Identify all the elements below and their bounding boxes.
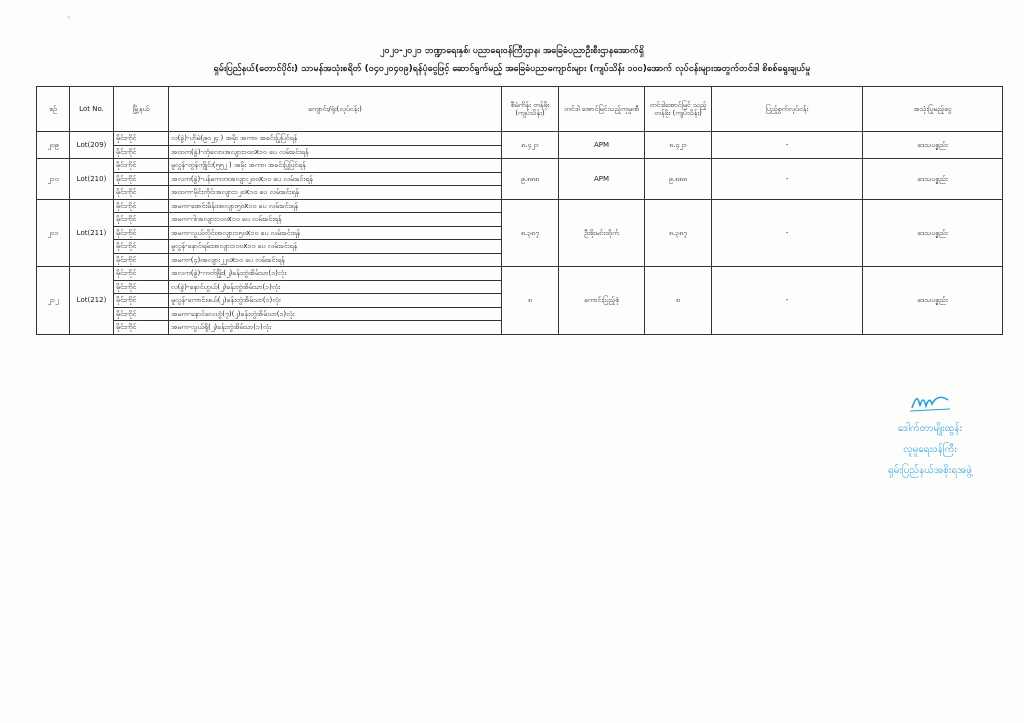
township-cell: မိုင်းကိုင် <box>114 307 169 321</box>
table-row <box>37 132 1003 146</box>
row-number-cell: ၂၀၉ <box>37 132 70 159</box>
col-header-school: ကျောင်း/ရုံး(လုပ်ငန်း) <box>169 87 502 132</box>
township-cell: မိုင်းကိုင် <box>114 321 169 335</box>
township-cell: မိုင်းကိုင် <box>114 172 169 186</box>
table-row <box>37 159 1003 173</box>
table-header-row <box>37 87 1003 132</box>
school-work-cell: အမက-လွယ်လိုင်၊အလျား၁၅၀x၁၀ ပေ လမ်းခင်းရန် <box>169 226 502 240</box>
col-header-township: မြို့နယ် <box>114 87 169 132</box>
township-cell: မိုင်းကိုင် <box>114 226 169 240</box>
signature-scribble-icon <box>908 392 952 414</box>
school-work-cell: မူလွန်-တွန်ကျိုင်း(၅၅၂ ) အမိုး အကာ၊ အခင်းပြုပြင်ရန် <box>169 159 502 173</box>
row-number-cell: ၂၁၀ <box>37 159 70 200</box>
col-header-no: စဉ် <box>37 87 70 132</box>
winning-company-cell: ဦးစိုးမင်းထိုက် <box>559 199 645 267</box>
col-header-tender-value: တင်ဒါအောင်မြင် သည့်တန်ဖိုး (ကျပ်သိန်း) <box>645 87 712 132</box>
document-title-line1: ၂၀၂၀-၂၀၂၁ ဘဏ္ဍာရေးနှစ်၊ ပညာရေးဝန်ကြီးဌာန၊ အခြေခံပညာဦးစီးဌာနအောက်ရှိ <box>380 46 644 56</box>
row-number-cell: ၂၁၁ <box>37 199 70 267</box>
township-cell: မိုင်းကိုင် <box>114 253 169 267</box>
township-cell: မိုင်းကိုင် <box>114 240 169 254</box>
funding-cell: ဒေသပစ္စည်း <box>863 159 1003 200</box>
school-work-cell: အထက-မိုင်းကိုင်၊အလျား၁၂၀x၁၀ ပေ လမ်းခင်းရန် <box>169 186 502 200</box>
row-number-cell: ၂၁၂ <box>37 267 70 335</box>
school-work-cell: မူလွန်-ကောင်းဖယ်(၂)ခန်းတွဲအိမ်သာ(၁)လုံး <box>169 294 502 308</box>
school-work-cell: အမက-ဖောင်းမိန်း၊အလျား၅၀x၁၀ ပေ လမ်းခင်းရန် <box>169 199 502 213</box>
winning-company-cell: ကောင်းပြည့်စုံ <box>559 267 645 335</box>
lot-number-cell: Lot(211) <box>70 199 114 267</box>
funding-cell: ဒေသပစ္စည်း <box>863 132 1003 159</box>
funding-cell: ဒေသပစ္စည်း <box>863 199 1003 267</box>
estimate-value-cell: ၈.၃၈၇ <box>502 199 559 267</box>
school-work-cell: အမက-နောင်လေဟွံ(၇)(၂)ခန်းတွဲအိမ်သာ(၁)လုံး <box>169 307 502 321</box>
table-row <box>37 199 1003 213</box>
funding-cell: ဒေသပစ္စည်း <box>863 267 1003 335</box>
tender-value-cell: ၉.၈၈၈ <box>645 159 712 200</box>
school-work-cell: အမက-လွယ်ရှိ(၂)ခန်းတွဲအိမ်သာ(၁)လုံး <box>169 321 502 335</box>
township-cell: မိုင်းကိုင် <box>114 199 169 213</box>
signatory-title: လူမှုရေးဝန်ကြီး <box>903 444 957 455</box>
township-cell: မိုင်းကိုင် <box>114 280 169 294</box>
school-work-cell: အလက(ခွဲ)-ပန်ကေတ၊အလျား၂၀၀x၁၀ ပေ လမ်းခင်းရန် <box>169 172 502 186</box>
signatory-org: ရှမ်းပြည်နယ်အစိုးရအဖွဲ့ <box>888 465 972 476</box>
school-work-cell: အမက-ဂါ၊အလျား၁၀၀x၁၀ ပေ လမ်းခင်းရန် <box>169 213 502 227</box>
township-cell: မိုင်းကိုင် <box>114 267 169 281</box>
completed-work-cell: - <box>712 159 863 200</box>
township-cell: မိုင်းကိုင် <box>114 186 169 200</box>
school-work-cell: အလက(ခွဲ)-ကတ်ဖြိုး(၂)ခန်းတွဲအိမ်သာ(၁)လုံး <box>169 267 502 281</box>
school-work-cell: အမက-(၄)၊အလျား၂၂၀x၁၀ ပေ လမ်းခင်းရန် <box>169 253 502 267</box>
estimate-value-cell: ၈ <box>502 267 559 335</box>
lot-number-cell: Lot(209) <box>70 132 114 159</box>
completed-work-cell: - <box>712 199 863 267</box>
lot-number-cell: Lot(210) <box>70 159 114 200</box>
school-work-cell: လ(ခွဲ)-ဟိုမဲ(၉၀၂၄ ) အမိုး အကာ၊ အခင်းပြုပြင်ရန် <box>169 132 502 146</box>
estimate-value-cell: ၉.၈၈၈ <box>502 159 559 200</box>
col-header-estimate: စီမံကိန်း တန်ဖိုး (ကျပ်သိန်း) <box>502 87 559 132</box>
table-body <box>37 132 1003 335</box>
winning-company-cell: APM <box>559 132 645 159</box>
township-cell: မိုင်းကိုင် <box>114 213 169 227</box>
school-work-cell: လ(ခွဲ)-နောင်ဟွယ်(၂)ခန်းတွဲအိမ်သာ(၁)လုံး <box>169 280 502 294</box>
estimate-value-cell: ၈.၄၂၁ <box>502 132 559 159</box>
school-work-cell: အထက(ခွဲ)-တုံလော၊အလျား၁၀၀x၁၀ ပေ လမ်းခင်းရန် <box>169 145 502 159</box>
col-header-funding: အသုံးပြုမည့်ငွေ <box>863 87 1003 132</box>
tender-value-cell: ၈.၄၂၁ <box>645 132 712 159</box>
tender-value-cell: ၈ <box>645 267 712 335</box>
township-cell: မိုင်းကိုင် <box>114 159 169 173</box>
document-title-line2: ရှမ်းပြည်နယ်(တောင်ပိုင်း) သာမန်အသုံးစရိတ် (၀၄၀၂၀၄၀၉)ရန်ပုံငွေဖြင့် ဆောင်ရွက်မည့် အခြေခံပညာကျောင်းများ (ကျပ်သိန်း ၁၀၀)အောက် လုပ်ငန်းများအတွက်တင်ဒါ စိစစ်ရွေးချယ်မှု <box>213 64 811 74</box>
lot-number-cell: Lot(212) <box>70 267 114 335</box>
school-work-cell: မူလွန်-နောင်ရမ်း၊အလျား၁၀၀x၁၀ ပေ လမ်းခင်းရန် <box>169 240 502 254</box>
table-row <box>37 267 1003 281</box>
signatory-name: ဒေါက်တာမျိုးထွန်း <box>897 423 963 434</box>
township-cell: မိုင်းကိုင် <box>114 294 169 308</box>
signature-block <box>850 392 1010 481</box>
col-header-lot: Lot No. <box>70 87 114 132</box>
tender-results-table <box>36 86 1003 335</box>
col-header-completed: ပြည့်စွက်လုပ်ငန်း <box>712 87 863 132</box>
winning-company-cell: APM <box>559 159 645 200</box>
col-header-winner: တင်ဒါ အောင်မြင်သည့်ကုမ္ပဏီ <box>559 87 645 132</box>
completed-work-cell: - <box>712 132 863 159</box>
township-cell: မိုင်းကိုင် <box>114 132 169 146</box>
township-cell: မိုင်းကိုင် <box>114 145 169 159</box>
tender-value-cell: ၈.၃၈၇ <box>645 199 712 267</box>
corner-mark: ◦ <box>66 14 72 24</box>
completed-work-cell: - <box>712 267 863 335</box>
